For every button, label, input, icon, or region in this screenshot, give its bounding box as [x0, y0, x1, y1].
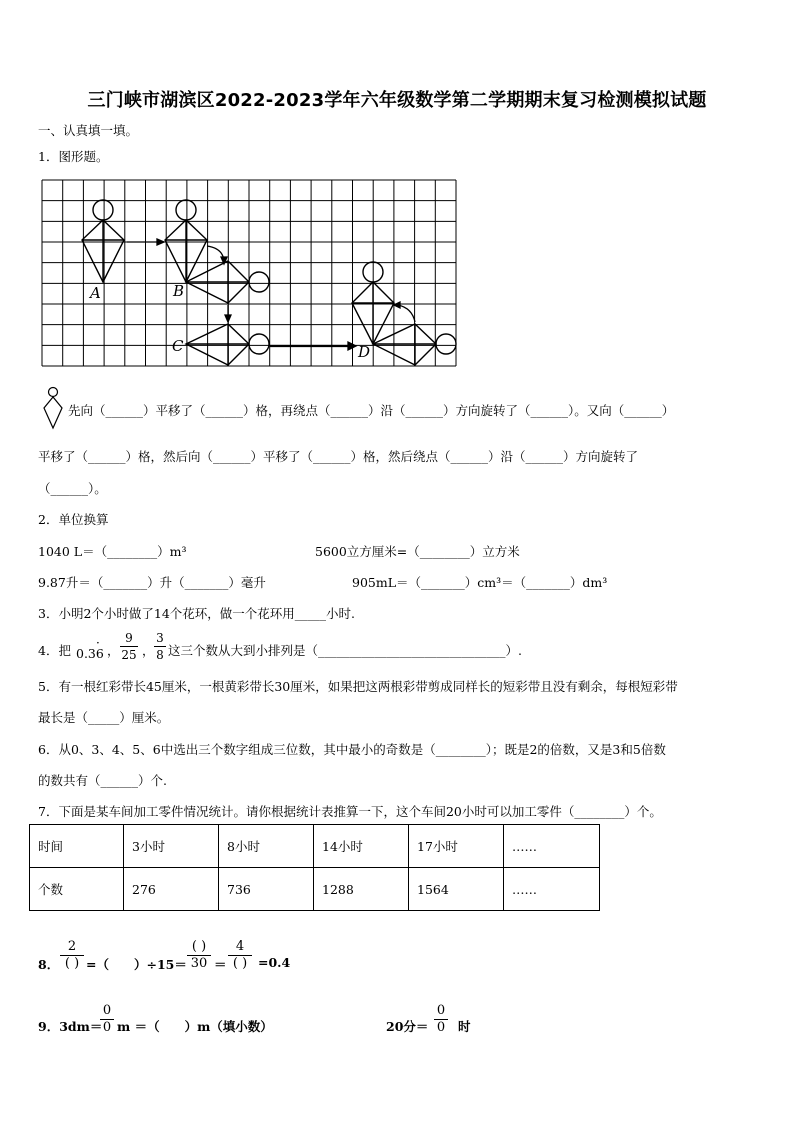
- q9-middle: m ＝（ ）m（填小数）: [117, 1019, 273, 1034]
- q6-line2: 的数共有（______）个.: [38, 773, 167, 788]
- q4-sep2: ，: [142, 643, 155, 658]
- table-row: [30, 825, 600, 868]
- q3: 3．小明2个小时做了14个花环，做一个花环用_____小时.: [38, 606, 356, 621]
- table-cell: 276: [124, 868, 219, 911]
- q4-suffix: 这三个数从大到小排列是（______________________________）.: [168, 643, 522, 658]
- q8-fraction-3: 4 ( ): [228, 940, 252, 971]
- q4-repeat-dot: ·: [96, 636, 100, 650]
- label-a: A: [90, 284, 101, 302]
- q4-prefix: 4．把: [38, 643, 71, 658]
- q8-middle: =（ ）÷15＝: [86, 957, 187, 972]
- table-cell: 时间: [30, 825, 124, 868]
- q8-equals: ＝: [214, 957, 227, 972]
- q2-label: 2．单位换算: [38, 512, 109, 527]
- q1-line3: （______）。: [38, 481, 107, 496]
- section-heading: 一、认真填一填。: [38, 123, 139, 138]
- q7-label: 7．下面是某车间加工零件情况统计。请你根据统计表推算一下，这个车间20小时可以加工零件（________）个。: [38, 804, 662, 819]
- figure-b-rotated-head: [249, 272, 269, 292]
- q9-label: 9．3dm＝: [38, 1019, 103, 1034]
- table-cell: 736: [219, 868, 314, 911]
- q1-label: 1．图形题。: [38, 149, 109, 164]
- label-d: D: [358, 343, 371, 361]
- q4-fraction-2: 3 8: [154, 631, 166, 662]
- table-cell: ……: [504, 825, 600, 868]
- table-cell: 个数: [30, 868, 124, 911]
- table-cell: 17小时: [409, 825, 504, 868]
- q9-b-label: 20分＝: [386, 1019, 429, 1034]
- q8-label: 8．: [38, 957, 60, 972]
- q5-line2: 最长是（_____）厘米。: [38, 710, 170, 725]
- q5-line1: 5．有一根红彩带长45厘米，一根黄彩带长30厘米，如果把这两根彩带剪成同样长的短彩带且没有剩余，每根短彩带: [38, 679, 678, 694]
- q9-fraction-1: 0 0: [100, 1004, 114, 1035]
- figure-d-head: [436, 334, 456, 354]
- figure-b-head: [176, 200, 196, 220]
- table-cell: 1288: [314, 868, 409, 911]
- label-c: C: [172, 337, 184, 355]
- q1-line1: 先向（______）平移了（______）格，再绕点（______）沿（______）方向旋转了（______）。又向（______）: [68, 403, 675, 418]
- q4-sep: ，: [107, 643, 120, 658]
- figure-a-head: [93, 200, 113, 220]
- q7-table: [29, 824, 600, 911]
- table-cell: 14小时: [314, 825, 409, 868]
- q8-fraction-2: ( ) 30: [187, 940, 211, 971]
- q2-b: 5600立方厘米=（________）立方米: [315, 544, 520, 559]
- table-cell: 3小时: [124, 825, 219, 868]
- small-figure-icon: [42, 386, 64, 430]
- transformation-grid-figure: [40, 178, 458, 368]
- q9-b-unit: 时: [458, 1019, 471, 1034]
- q4-fraction-1: 9 25: [121, 631, 137, 662]
- q9-fraction-2: 0 0: [434, 1004, 448, 1035]
- q2-a: 1040 L＝（________）m³: [38, 544, 187, 559]
- q2-d: 905mL＝（_______）cm³＝（_______）dm³: [352, 575, 608, 590]
- table-cell: 8小时: [219, 825, 314, 868]
- q4-decimal: 0.36: [76, 646, 104, 661]
- table-row: [30, 868, 600, 911]
- q6-line1: 6．从0、3、4、5、6中选出三个数字组成三位数，其中最小的奇数是（________）；既是2的倍数，又是3和5倍数: [38, 742, 666, 757]
- page-title: 三门峡市湖滨区2022-2023学年六年级数学第二学期期末复习检测模拟试题: [87, 90, 707, 111]
- figure-c-head: [249, 334, 269, 354]
- q8-end: =0.4: [258, 955, 291, 970]
- q1-line2: 平移了（______）格，然后向（______）平移了（______）格，然后绕点（______）沿（______）方向旋转了: [38, 449, 639, 464]
- table-cell: 1564: [409, 868, 504, 911]
- q2-c: 9.87升＝（_______）升（_______）毫升: [38, 575, 266, 590]
- label-b: B: [173, 282, 185, 300]
- q8-fraction-1: 2 ( ): [60, 940, 84, 971]
- table-cell: ……: [504, 868, 600, 911]
